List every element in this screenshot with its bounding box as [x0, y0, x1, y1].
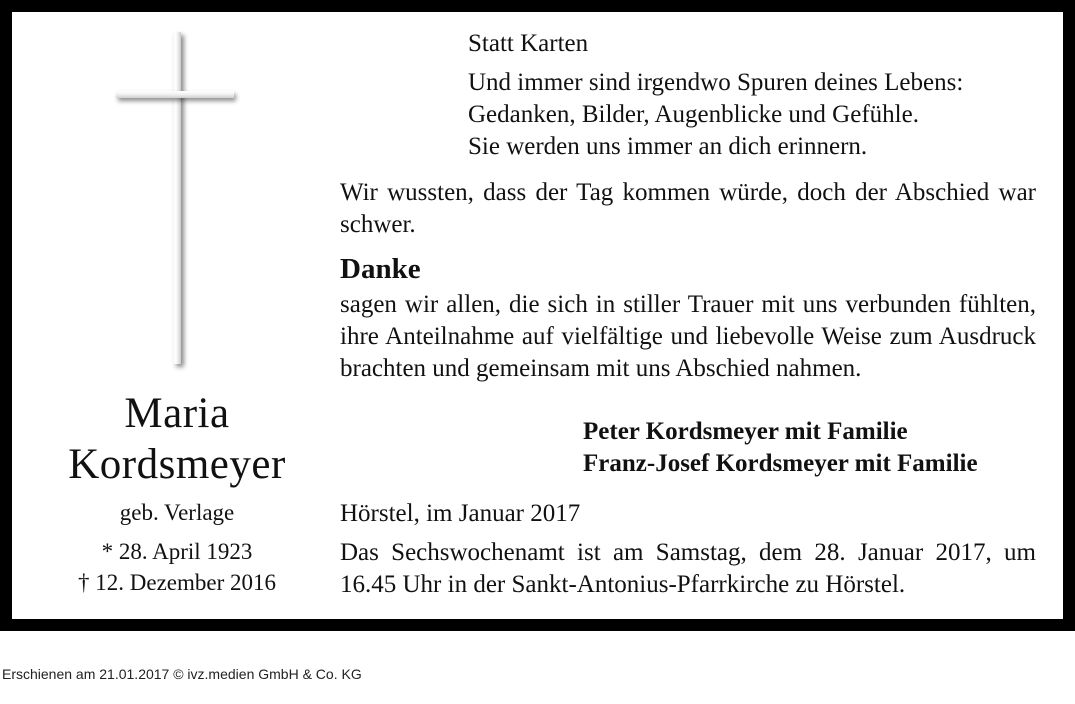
thanks-paragraph: sagen wir allen, die sich in stiller Trauer mit uns verbunden fühlten, ihre Anteilnahme auf vielfältige und liebevolle Weise zum Ausdruck brachten und gemeinsam mit uns Abschied nahmen. — [340, 291, 1036, 382]
obituary-notice — [12, 12, 1063, 619]
poem — [468, 67, 963, 163]
farewell-paragraph: Wir wussten, dass der Tag kommen würde, doch der Abschied war schwer. — [340, 179, 1036, 238]
place-date: Hörstel, im Januar 2017 — [340, 500, 581, 527]
death-date: † 12. Dezember 2016 — [78, 570, 276, 595]
signer: Franz-Josef Kordsmeyer mit Familie — [583, 450, 978, 477]
poem-line: Gedanken, Bilder, Augenblicke und Gefühle. — [468, 101, 919, 128]
birth-name: geb. Verlage — [119, 500, 235, 525]
poem-line: Und immer sind irgendwo Spuren deines Lebens: — [468, 69, 964, 96]
signer: Peter Kordsmeyer mit Familie — [583, 418, 908, 445]
birth-date: * 28. April 1923 — [101, 539, 253, 564]
thanks-heading: Danke — [340, 253, 421, 285]
publication-footer: Erschienen am 21.01.2017 © ivz.medien GmbH & Co. KG — [2, 666, 362, 682]
service-announcement: Das Sechswochenamt ist am Samstag, dem 28. Januar 2017, um 16.45 Uhr in der Sankt-Antonius-Pfarrkirche zu Hörstel. — [340, 539, 1036, 598]
cross-vertical-beam — [173, 32, 181, 364]
cross-horizontal-beam — [116, 91, 234, 98]
deceased-first-name: Maria — [124, 390, 230, 437]
signers — [583, 416, 978, 480]
deceased-last-name: Kordsmeyer — [68, 441, 286, 488]
deceased-name — [42, 388, 312, 490]
poem-line: Sie werden uns immer an dich erinnern. — [468, 133, 868, 160]
statt-karten-label: Statt Karten — [468, 30, 589, 57]
